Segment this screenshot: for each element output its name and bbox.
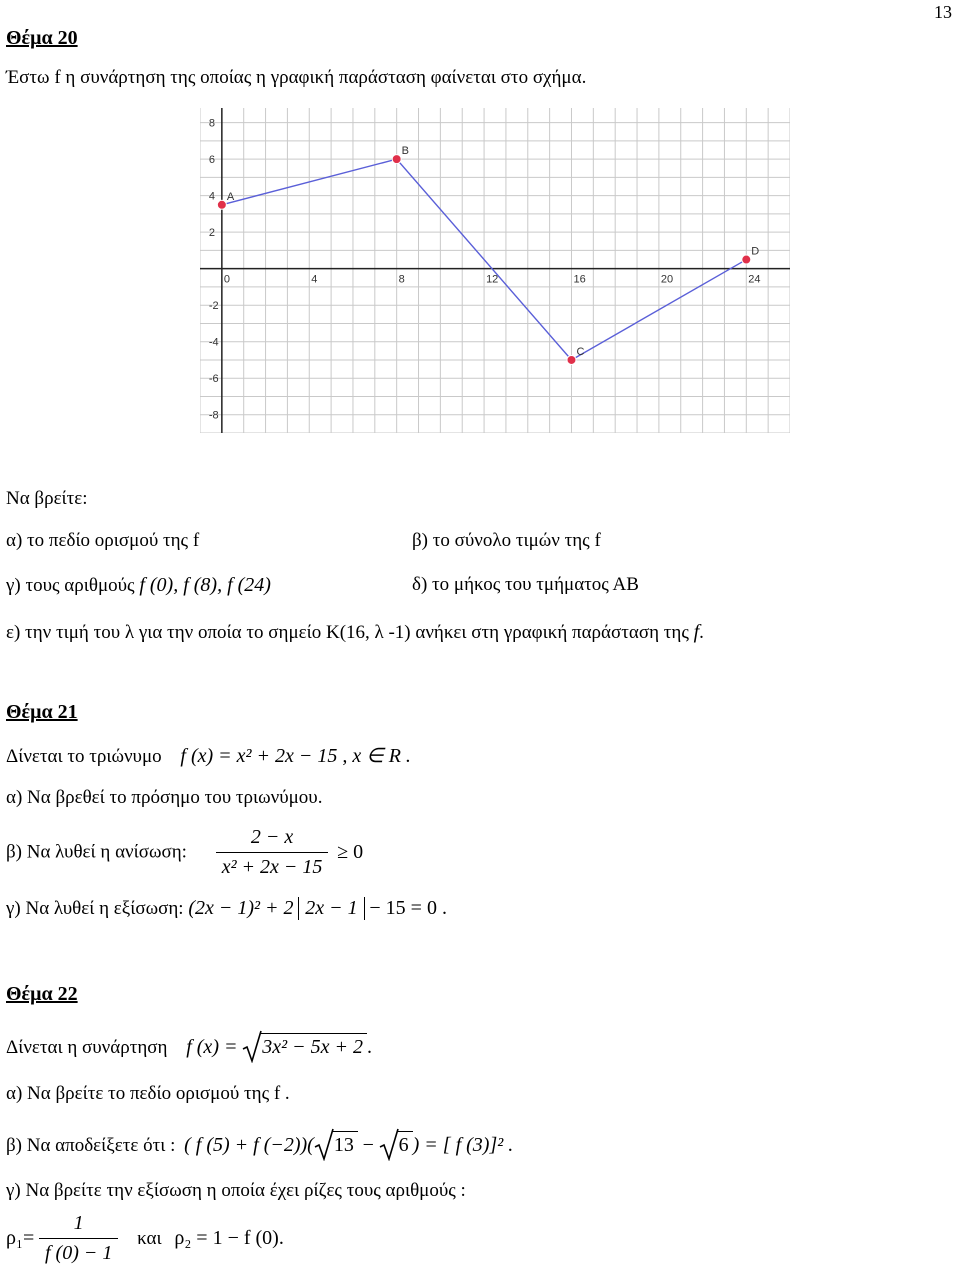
fraction-denominator: x² + 2x − 15 [216, 852, 329, 879]
exercise-22-radicand: 3x² − 5x + 2 [260, 1033, 367, 1059]
y-tick-label: 4 [208, 190, 215, 203]
exercise-22-title: Θέμα 22 [6, 983, 78, 1005]
find-prompt: Να βρείτε: [6, 488, 88, 509]
radicand-6: 6 [397, 1131, 413, 1157]
data-point [567, 355, 576, 364]
question-20-c-math: f (0), f (8), f (24) [139, 574, 271, 596]
exercise-21-formula: f (x) = x² + 2x − 15 , x ∈ R . [180, 745, 411, 767]
exercise-20-intro: Έστω f η συνάρτηση της οποίας η γραφική παράσταση φαίνεται στο σχήμα. [6, 67, 587, 88]
x-tick-label: 8 [398, 273, 405, 286]
fraction-numerator: 2 − x [250, 826, 294, 848]
page-number: 13 [934, 2, 952, 22]
sqrt-sign-icon [242, 1029, 262, 1063]
radicand-13: 13 [332, 1131, 358, 1157]
point-label: A [226, 190, 235, 203]
exercise-22-sqrt [242, 1033, 367, 1059]
question-21-c [6, 897, 447, 920]
exercise-22-intro-text: Δίνεται η συνάρτηση [6, 1037, 168, 1058]
exercise-22-formula-end: . [366, 1036, 372, 1058]
question-22-b [6, 1131, 513, 1157]
question-22-b-sqrt-6 [379, 1131, 413, 1157]
question-20-c-text: γ) τους αριθμούς [6, 575, 135, 596]
y-tick-label: -6 [208, 373, 219, 386]
question-22-b-math-1: ( f (5) + f (−2))( [184, 1134, 314, 1156]
y-tick-label: -2 [208, 300, 219, 313]
rho-2-expression: ρ₂ = 1 − f (0). [174, 1227, 284, 1249]
x-tick-label: 12 [486, 273, 499, 286]
question-21-b-relation: ≥ 0 [337, 841, 364, 863]
sqrt-sign-icon [314, 1127, 334, 1161]
question-20-d: δ) το μήκος του τμήματος ΑΒ [412, 574, 639, 595]
question-22-b-minus: − [362, 1134, 374, 1156]
question-22-c: γ) Να βρείτε την εξίσωση η οποία έχει ρίζες τους αριθμούς : [6, 1180, 466, 1201]
exercise-21-intro-text: Δίνεται το τριώνυμο [6, 746, 162, 767]
data-point [742, 255, 751, 264]
data-point [392, 155, 401, 164]
rho-1-fraction [39, 1212, 118, 1265]
y-tick-label: 6 [208, 154, 215, 167]
y-tick-label: -4 [208, 336, 219, 349]
and-word: και [137, 1227, 162, 1249]
question-21-c-text: γ) Να λυθεί η εξίσωση: [6, 898, 184, 919]
x-tick-label: 20 [660, 273, 674, 286]
question-20-e-f: f [693, 621, 700, 643]
question-20-b: β) το σύνολο τιμών της f [412, 530, 601, 551]
question-21-c-left: (2x − 1)² + 2 [188, 897, 294, 919]
sqrt-sign-icon [379, 1127, 399, 1161]
y-tick-label: 2 [208, 227, 215, 240]
question-21-a: α) Να βρεθεί το πρόσημο του τριωνύμου. [6, 787, 323, 808]
question-22-a: α) Να βρείτε το πεδίο ορισμού της f . [6, 1083, 290, 1104]
exercise-21-intro [6, 743, 411, 768]
question-22-b-math-2: ) = [ f (3)]² . [412, 1134, 514, 1156]
x-tick-label: 16 [573, 273, 586, 286]
function-graph [200, 108, 790, 433]
data-point [217, 200, 226, 209]
point-label: D [751, 245, 760, 258]
question-22-b-sqrt-13 [314, 1131, 358, 1157]
question-21-c-right: − 15 = 0 . [369, 897, 447, 919]
x-tick-label: 24 [748, 273, 761, 286]
point-label: B [401, 145, 410, 158]
question-21-b-fraction [216, 826, 329, 879]
question-21-c-abs: 2x − 1 [298, 897, 364, 920]
chart-background [200, 108, 790, 433]
exercise-22-intro [6, 1033, 372, 1059]
x-tick-label: 0 [223, 273, 230, 286]
question-20-c [6, 574, 271, 597]
rho-1-numerator: 1 [73, 1212, 84, 1234]
rho-1-denominator: f (0) − 1 [39, 1238, 118, 1265]
x-tick-label: 4 [311, 273, 318, 286]
question-20-e-end: . [699, 622, 704, 643]
exercise-20-title: Θέμα 20 [6, 27, 78, 49]
point-label: C [576, 345, 585, 358]
question-20-a: α) το πεδίο ορισμού της f [6, 530, 200, 551]
question-21-b [6, 826, 363, 879]
y-tick-label: -8 [208, 409, 219, 422]
question-20-e-text: ε) την τιμή του λ για την οποία το σημείο Κ(16, λ -1) ανήκει στη γραφική παράσταση της [6, 622, 689, 643]
question-21-b-text: β) Να λυθεί η ανίσωση: [6, 841, 187, 863]
exercise-21-title: Θέμα 21 [6, 701, 78, 723]
rho-1-label: ρ₁= [6, 1227, 35, 1249]
exercise-22-formula-left: f (x) = [186, 1036, 238, 1058]
y-tick-label: 8 [208, 117, 215, 130]
chart-grid [200, 108, 790, 433]
roots-line [6, 1212, 284, 1265]
question-20-e [6, 621, 704, 644]
question-22-b-text: β) Να αποδείξετε ότι : [6, 1135, 176, 1156]
